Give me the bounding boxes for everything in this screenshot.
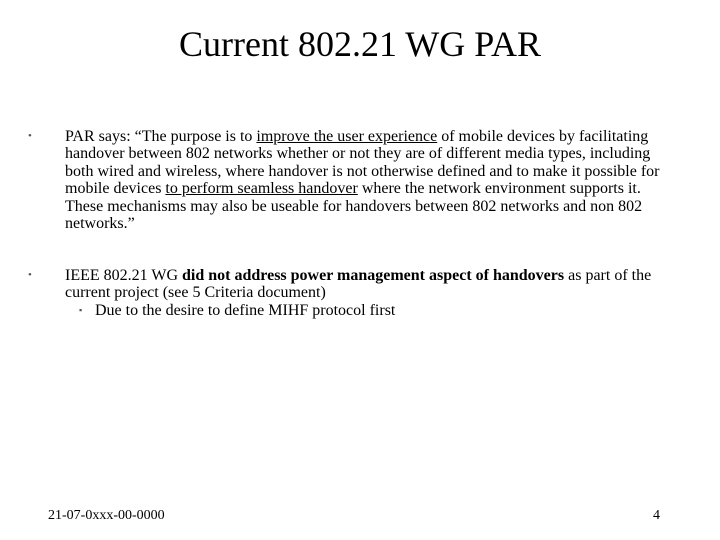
bullet-dot-icon: • xyxy=(28,269,32,281)
sub-bullet-mihf xyxy=(79,301,673,319)
bullet-text: where the network environment supports it. These mechanisms may also be useable for handovers between 802 networks and non 802 networks.” xyxy=(65,180,643,233)
sub-bullet-text: Due to the desire to define MIHF protocol first xyxy=(95,301,396,319)
bullet-dot-icon: • xyxy=(28,130,32,142)
footer-page-number: 4 xyxy=(653,508,660,523)
bullet-text: IEEE 802.21 WG xyxy=(65,267,183,284)
bullet-power-management xyxy=(28,267,673,319)
bullet-par-purpose xyxy=(28,128,673,233)
underlined-phrase: improve the user experience xyxy=(256,128,438,145)
bullet-text: of mobile devices by facilitating handover between 802 networks whether or not they are of different media types, including both wired and wireless, where handover is not otherwise defined and to make it possible for mobile devices xyxy=(65,128,660,198)
bullet-text: PAR says: “The purpose is to xyxy=(65,128,257,145)
footer-doc-number: 21-07-0xxx-00-0000 xyxy=(48,508,165,523)
sub-bullet-square-icon: ▪ xyxy=(79,304,83,315)
slide-title: Current 802.21 WG PAR xyxy=(178,24,542,64)
underlined-phrase: to perform seamless handover xyxy=(165,180,358,198)
bullet-text: as part of the current project (see 5 Criteria document) xyxy=(65,267,652,302)
bold-phrase: did not address power management aspect of handovers xyxy=(182,267,565,284)
